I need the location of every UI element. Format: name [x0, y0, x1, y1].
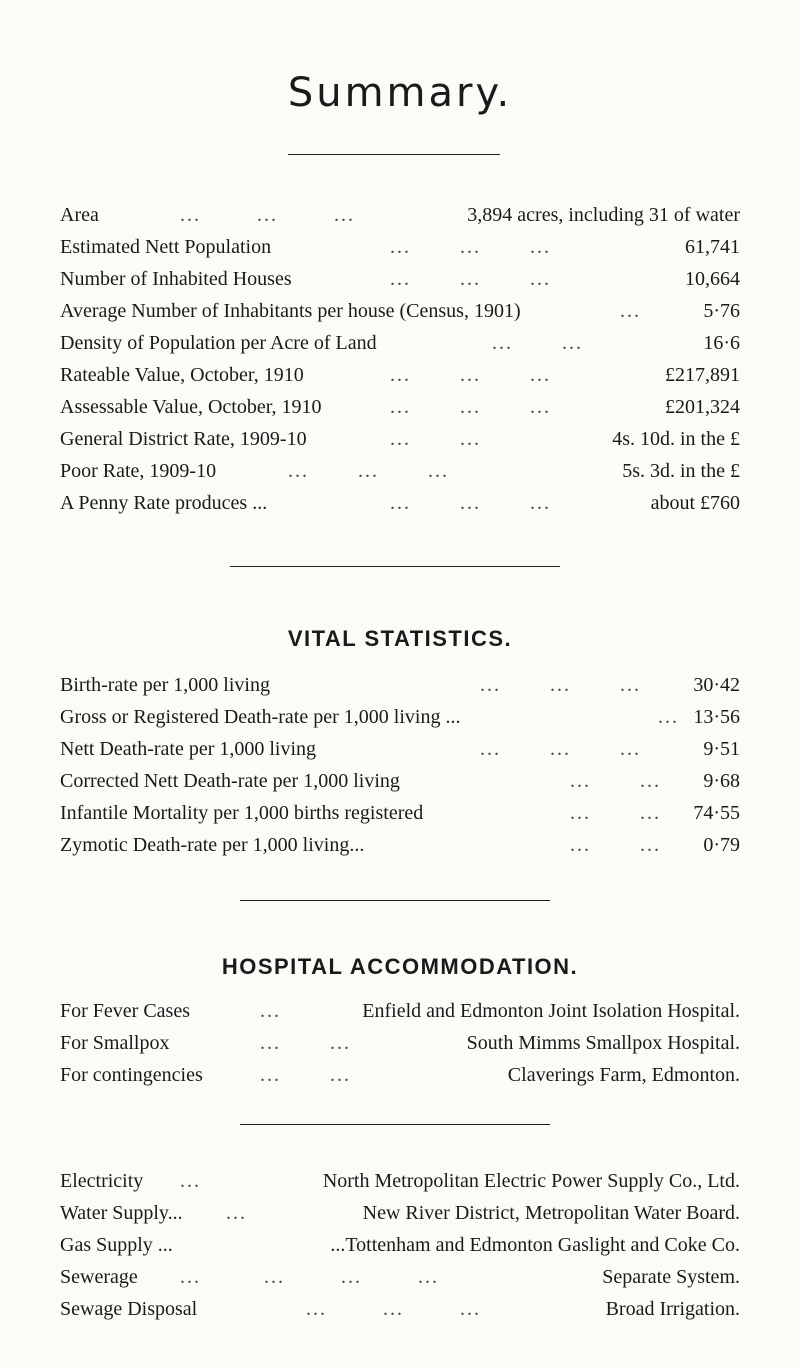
divider-vital [240, 900, 550, 901]
hospital-row [60, 1060, 740, 1090]
row-value: 5s. 3d. in the £ [622, 460, 740, 482]
row-value: £201,324 [665, 396, 740, 418]
hospital-accommodation-heading: HOSPITAL ACCOMMODATION. [221, 954, 579, 979]
summary-row [60, 264, 740, 294]
row-label: Corrected Nett Death-rate per 1,000 living [60, 770, 400, 792]
leader-dots: ... ... ... [306, 1298, 481, 1320]
leader-dots: ... ... ... [480, 738, 641, 760]
row-value: Separate System. [602, 1266, 740, 1288]
vital-row [60, 670, 740, 700]
summary-row [60, 392, 740, 422]
row-value: 9·68 [703, 770, 740, 792]
service-row [60, 1294, 740, 1324]
leader-dots: ... [620, 300, 641, 322]
leader-dots: ... ... [260, 1064, 351, 1086]
row-label: Electricity [60, 1170, 144, 1192]
summary-row [60, 424, 740, 454]
summary-row [60, 456, 740, 486]
row-value: about £760 [650, 492, 740, 514]
row-value: 13·56 [693, 706, 740, 728]
summary-row [60, 328, 740, 358]
row-label: Zymotic Death-rate per 1,000 living... [60, 834, 365, 856]
row-value: South Mimms Smallpox Hospital. [466, 1032, 740, 1054]
leader-dots: ... [180, 1170, 201, 1192]
row-value: 74·55 [693, 802, 740, 824]
service-row [60, 1230, 740, 1260]
leader-dots: ... ... ... [180, 204, 355, 226]
row-label: Poor Rate, 1909-10 [60, 460, 217, 482]
row-value: 16·6 [703, 332, 740, 354]
summary-row [60, 200, 740, 230]
row-value: 61,741 [685, 236, 740, 258]
leader-dots: ... ... ... [390, 364, 551, 386]
service-row [60, 1198, 740, 1228]
leader-dots: ... ... [390, 428, 481, 450]
leader-dots: ... ... [570, 770, 661, 792]
row-label: Average Number of Inhabitants per house (Census, 1901) [60, 300, 521, 322]
leader-dots: ... ... ... [288, 460, 449, 482]
vital-row [60, 798, 740, 828]
leader-dots: ... [226, 1202, 247, 1224]
hospital-row [60, 1028, 740, 1058]
row-label: For contingencies [60, 1064, 203, 1086]
leader-dots: ... ... [570, 834, 661, 856]
page-title: Summary. [287, 70, 513, 116]
leader-dots: ... ... ... [390, 268, 551, 290]
leader-dots: ... ... ... [390, 492, 551, 514]
leader-dots: ... ... [570, 802, 661, 824]
vital-row [60, 702, 740, 732]
row-value: £217,891 [665, 364, 740, 386]
row-value: Broad Irrigation. [605, 1298, 740, 1320]
row-value: 5·76 [703, 300, 740, 322]
row-label: Area [60, 204, 99, 226]
leader-dots: ... ... ... [390, 236, 551, 258]
row-value: North Metropolitan Electric Power Supply Co., Ltd. [322, 1170, 740, 1192]
leader-dots: ... ... ... ... [180, 1266, 439, 1288]
row-value: 10,664 [685, 268, 740, 290]
row-label: General District Rate, 1909-10 [60, 428, 307, 450]
vital-row [60, 734, 740, 764]
row-label: A Penny Rate produces ... [60, 492, 268, 514]
summary-row [60, 488, 740, 518]
divider-top [288, 154, 500, 155]
row-value: 30·42 [693, 674, 740, 696]
row-label: Assessable Value, October, 1910 [60, 396, 322, 418]
divider-hospital [240, 1124, 550, 1125]
row-value: Claverings Farm, Edmonton. [507, 1064, 740, 1086]
row-label: Density of Population per Acre of Land [60, 332, 377, 354]
row-label: Sewerage [60, 1266, 138, 1288]
service-row [60, 1262, 740, 1292]
row-value: Enfield and Edmonton Joint Isolation Hospital. [362, 1000, 740, 1022]
vital-row [60, 766, 740, 796]
vital-row [60, 830, 740, 860]
row-label: Estimated Nett Population [60, 236, 272, 258]
summary-row [60, 296, 740, 326]
row-label: Infantile Mortality per 1,000 births registered [60, 802, 424, 824]
row-label: Sewage Disposal [60, 1298, 198, 1320]
leader-dots: ... ... ... [480, 674, 641, 696]
row-label: Number of Inhabited Houses [60, 268, 292, 290]
row-value: 4s. 10d. in the £ [612, 428, 740, 450]
row-label: Water Supply... [60, 1202, 183, 1224]
leader-dots: ... ... [492, 332, 583, 354]
hospital-row [60, 996, 740, 1026]
row-value: ...Tottenham and Edmonton Gaslight and Coke Co. [330, 1234, 740, 1256]
row-label: Nett Death-rate per 1,000 living [60, 738, 317, 760]
summary-row [60, 360, 740, 390]
row-value: 9·51 [703, 738, 740, 760]
row-label: For Fever Cases [60, 1000, 190, 1022]
row-label: For Smallpox [60, 1032, 170, 1054]
row-label: Gross or Registered Death-rate per 1,000 living ... [60, 706, 461, 728]
row-label: Gas Supply ... [60, 1234, 173, 1256]
leader-dots: ... [658, 706, 679, 728]
leader-dots: ... ... ... [390, 396, 551, 418]
summary-row [60, 232, 740, 262]
service-row [60, 1166, 740, 1196]
divider-summary [230, 566, 560, 567]
leader-dots: ... [260, 1000, 281, 1022]
row-value: 3,894 acres, including 31 of water [467, 204, 740, 226]
row-value: New River District, Metropolitan Water Board. [362, 1202, 740, 1224]
row-value: 0·79 [703, 834, 740, 856]
vital-statistics-heading: VITAL STATISTICS. [287, 626, 513, 651]
leader-dots: ... ... [260, 1032, 351, 1054]
row-label: Rateable Value, October, 1910 [60, 364, 304, 386]
row-label: Birth-rate per 1,000 living [60, 674, 270, 696]
